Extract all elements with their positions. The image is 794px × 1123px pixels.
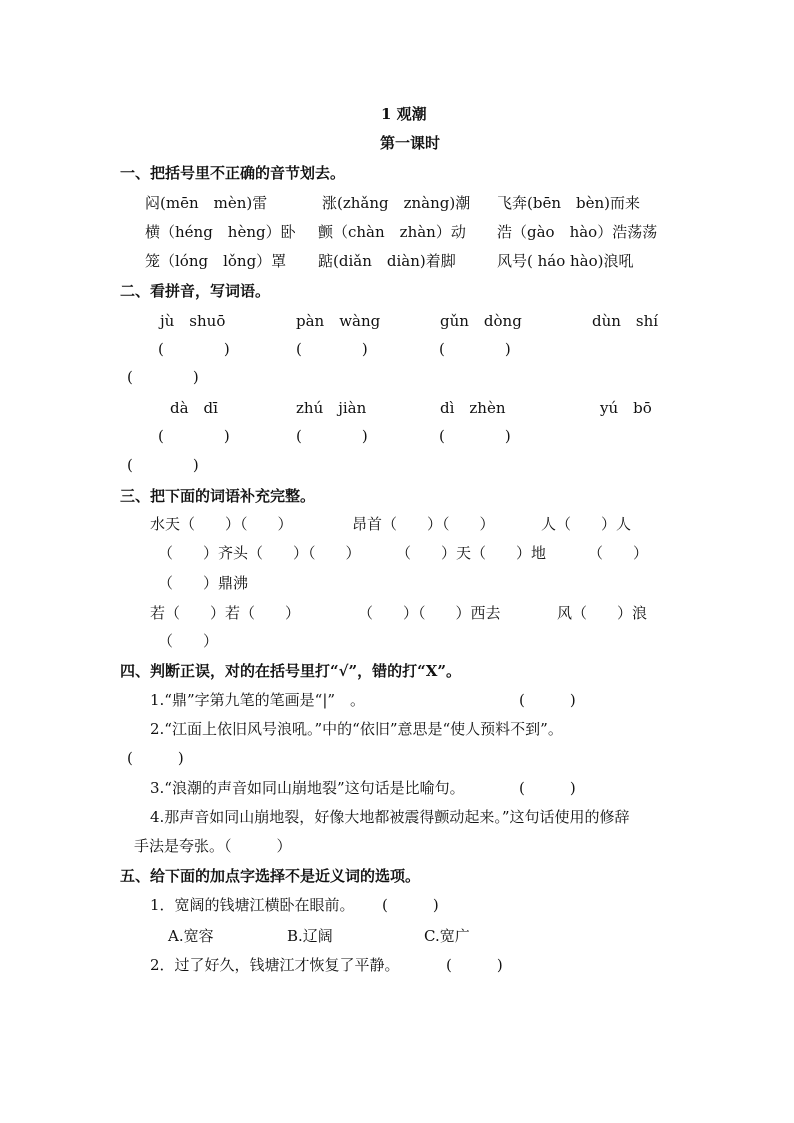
- option-a[interactable]: A.宽容: [168, 927, 214, 945]
- idiom-blank[interactable]: （ ）（ ）西去: [358, 604, 501, 622]
- idiom-blank[interactable]: （ ）: [588, 544, 649, 562]
- s1-item: 颤（chàn zhàn）动: [318, 223, 466, 241]
- idiom-blank[interactable]: 若（ ）若（ ）: [150, 604, 301, 622]
- answer-blank[interactable]: ( ): [158, 427, 230, 445]
- answer-blank[interactable]: ( ): [519, 779, 576, 797]
- judge-question: 3.“浪潮的声音如同山崩地裂”这句话是比喻句。: [150, 779, 465, 797]
- section-4-heading: 四、判断正误，对的在括号里打“√”，错的打“X”。: [120, 662, 462, 680]
- pinyin: zhú jiàn: [296, 399, 367, 417]
- option-b[interactable]: B.辽阔: [287, 927, 333, 945]
- idiom-blank[interactable]: 风（ ）浪: [557, 604, 648, 622]
- answer-blank[interactable]: ( ): [296, 427, 368, 445]
- pinyin: yú bō: [600, 399, 652, 417]
- answer-blank[interactable]: ( ): [127, 456, 199, 474]
- answer-blank[interactable]: ( ): [382, 896, 439, 914]
- s1-item: 闷(mēn mèn)雷: [145, 194, 268, 212]
- s1-item: 涨(zhǎng znàng)潮: [322, 194, 471, 212]
- judge-question: 4.那声音如同山崩地裂，好像大地都被震得颤动起来。”这句话使用的修辞: [150, 808, 630, 826]
- s1-item: 风号( háo hào)浪吼: [497, 252, 634, 270]
- pinyin: dà dī: [170, 399, 218, 417]
- answer-blank[interactable]: ( ): [158, 340, 230, 358]
- answer-blank[interactable]: ( ): [439, 427, 511, 445]
- s1-item: 横（héng hèng）卧: [145, 223, 296, 241]
- pinyin: jù shuō: [160, 312, 226, 330]
- idiom-blank[interactable]: （ ）天（ ）地: [396, 544, 547, 562]
- option-c[interactable]: C.宽广: [424, 927, 470, 945]
- answer-blank[interactable]: ( ): [439, 340, 511, 358]
- lesson-subtitle: 第一课时: [380, 134, 441, 152]
- answer-blank[interactable]: ( ): [296, 340, 368, 358]
- section-2-heading: 二、看拼音，写词语。: [120, 282, 271, 300]
- answer-blank[interactable]: ( ): [446, 956, 503, 974]
- lesson-title: 1 观潮: [381, 105, 427, 123]
- judge-question: 1.“鼎”字第九笔的笔画是“|” 。: [150, 691, 366, 709]
- section-5-heading: 五、给下面的加点字选择不是近义词的选项。: [120, 867, 421, 885]
- section-3-heading: 三、把下面的词语补充完整。: [120, 487, 316, 505]
- answer-blank[interactable]: ( ): [127, 749, 184, 767]
- idiom-blank[interactable]: 昂首（ ）（ ）: [352, 515, 495, 533]
- choice-question: 2．过了好久，钱塘江才恢复了平静。: [150, 956, 400, 974]
- judge-question: 2.“江面上依旧风号浪吼。”中的“依旧”意思是“使人预料不到”。: [150, 720, 563, 738]
- idiom-blank[interactable]: （ ）鼎沸: [158, 574, 249, 592]
- pinyin: dùn shí: [592, 312, 659, 330]
- section-1-heading: 一、把括号里不正确的音节划去。: [120, 164, 346, 182]
- idiom-blank[interactable]: （ ）齐头（ ）（ ）: [158, 544, 361, 562]
- answer-blank[interactable]: ( ): [519, 691, 576, 709]
- pinyin: pàn wàng: [296, 312, 381, 330]
- idiom-blank[interactable]: 水天（ ）（ ）: [150, 515, 293, 533]
- idiom-blank[interactable]: （ ）: [158, 632, 219, 650]
- judge-question: 手法是夸张。（ ）: [134, 837, 292, 855]
- s1-item: 笼（lóng lǒng）罩: [145, 252, 287, 270]
- choice-question: 1．宽阔的钱塘江横卧在眼前。: [150, 896, 355, 914]
- s1-item: 飞奔(bēn bèn)而来: [497, 194, 640, 212]
- s1-item: 踮(diǎn diàn)着脚: [318, 252, 456, 270]
- s1-item: 浩（gào hào）浩荡荡: [497, 223, 658, 241]
- pinyin: gǔn dòng: [440, 312, 522, 330]
- pinyin: dì zhèn: [440, 399, 506, 417]
- answer-blank[interactable]: ( ): [127, 368, 199, 386]
- idiom-blank[interactable]: 人（ ）人: [541, 515, 632, 533]
